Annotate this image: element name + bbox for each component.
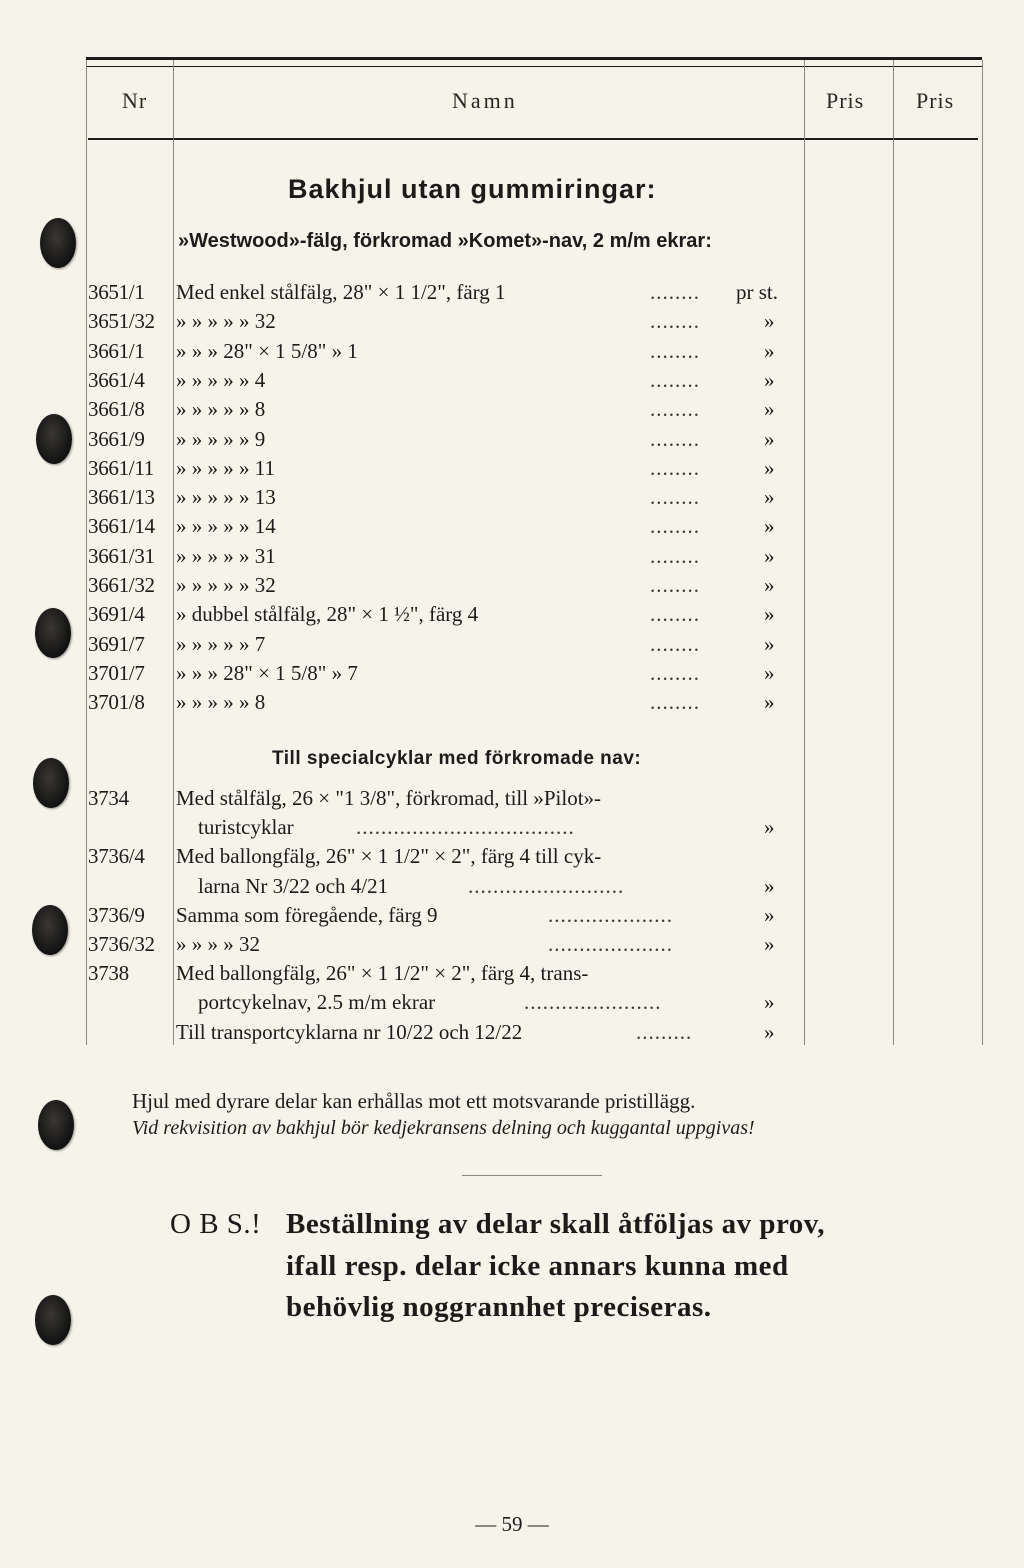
item-description: » » » » » 7 <box>176 631 266 656</box>
dot-leader: ........ <box>650 543 700 568</box>
item-description: » » » » » 32 <box>176 573 276 597</box>
table-row <box>0 661 1024 690</box>
item-description: Till transportcyklarna nr 10/22 och 12/22 <box>176 1019 523 1044</box>
dot-leader: ........ <box>650 367 700 392</box>
price-unit: » <box>764 873 775 898</box>
table-row <box>0 632 1024 661</box>
dot-leader: ........ <box>650 485 700 510</box>
item-description: turistcyklar <box>198 815 294 840</box>
table-row <box>0 368 1024 397</box>
item-number: 3701/7 <box>88 660 145 685</box>
price-unit: » <box>764 426 775 451</box>
dot-leader: ......................... <box>468 873 625 898</box>
price-unit: » <box>764 690 775 715</box>
item-description: Med ballongfälg, 26" × 1 1/2" × 2", färg 4, trans- <box>176 961 589 986</box>
dot-leader: ........ <box>650 426 700 451</box>
price-unit: » <box>764 338 775 363</box>
item-description: » » » » » 32 <box>176 309 276 334</box>
binder-hole <box>38 1100 74 1150</box>
item-description: Med ballongfälg, 26" × 1 1/2" × 2", färg 4 till cyk- <box>176 844 602 869</box>
item-number: 3736/9 <box>88 902 145 927</box>
dot-leader: ........ <box>650 338 700 363</box>
price-unit: » <box>764 1019 775 1044</box>
price-unit: » <box>764 602 775 627</box>
price-unit: » <box>764 455 775 480</box>
price-unit: » <box>764 309 775 334</box>
price-unit: » <box>764 815 775 840</box>
dot-leader: ........ <box>650 690 700 715</box>
item-description: » » » » » 8 <box>176 397 266 422</box>
item-description: » dubbel stålfälg, 28" × 1 ½", färg 4 <box>176 602 479 627</box>
price-unit: » <box>764 932 775 956</box>
table-row <box>0 485 1024 514</box>
section-subtitle: »Westwood»-fälg, förkromad »Komet»-nav, 2 m/m ekrar: <box>178 230 712 252</box>
binder-hole <box>35 1295 71 1345</box>
table-row <box>0 961 1024 990</box>
item-number: 3738 <box>88 961 129 986</box>
item-number: 3661/8 <box>88 397 145 422</box>
price-unit: pr st. <box>736 280 778 304</box>
table-row <box>0 280 1024 309</box>
dot-leader: ........ <box>650 514 700 539</box>
dot-leader: ........ <box>650 455 700 480</box>
item-description: » » » » 32 <box>176 932 260 956</box>
table-row <box>0 427 1024 456</box>
section-title: Till specialcyklar med förkromade nav: <box>272 748 642 769</box>
item-number: 3651/1 <box>88 280 145 304</box>
item-number: 3691/4 <box>88 602 145 627</box>
item-description: larna Nr 3/22 och 4/21 <box>198 873 389 898</box>
table-row <box>0 456 1024 485</box>
table-row <box>0 309 1024 338</box>
price-unit: » <box>764 514 775 539</box>
item-description: » » » » » 31 <box>176 543 276 568</box>
item-number: 3736/32 <box>88 932 155 956</box>
price-unit: » <box>764 631 775 656</box>
item-description: » » » » » 9 <box>176 426 266 451</box>
table-row <box>0 544 1024 573</box>
dot-leader: ........ <box>650 309 700 334</box>
item-number: 3736/4 <box>88 844 145 869</box>
column-header-pris: Pris <box>916 88 955 113</box>
table-row <box>0 903 1024 932</box>
header-bottom-rule <box>88 138 978 140</box>
obs-line: Beställning av delar skall åtföljas av prov, <box>286 1208 825 1240</box>
column-header-nr: Nr <box>122 88 148 113</box>
item-number: 3661/31 <box>88 543 155 568</box>
item-number: 3661/14 <box>88 514 155 539</box>
item-description: » » » » » 4 <box>176 367 266 392</box>
section-title: Bakhjul utan gummiringar: <box>288 174 657 204</box>
price-unit: » <box>764 660 775 685</box>
table-top-rule-thin <box>86 66 982 67</box>
price-unit: » <box>764 573 775 597</box>
item-number: 3734 <box>88 786 129 810</box>
price-unit: » <box>764 543 775 568</box>
column-header-namn: Namn <box>452 88 518 113</box>
dot-leader: ........ <box>650 631 700 656</box>
price-unit: » <box>764 990 775 1015</box>
table-row <box>0 1020 1024 1049</box>
table-row <box>0 874 1024 903</box>
item-number: 3701/8 <box>88 690 145 715</box>
dot-leader: ........ <box>650 602 700 627</box>
item-description: » » » 28" × 1 5/8" » 1 <box>176 338 358 363</box>
dot-leader: ................................... <box>356 815 575 840</box>
item-description: Samma som föregående, färg 9 <box>176 902 438 927</box>
obs-line: behövlig noggrannhet preciseras. <box>286 1291 712 1323</box>
column-header-pris: Pris <box>826 88 865 113</box>
table-row <box>0 690 1024 719</box>
item-number: 3661/11 <box>88 455 154 480</box>
binder-hole <box>40 218 76 268</box>
dot-leader: .................... <box>548 932 673 956</box>
dot-leader: ........ <box>650 660 700 685</box>
table-row <box>0 573 1024 602</box>
item-description: Med stålfälg, 26 × "1 3/8", förkromad, till »Pilot»- <box>176 786 602 810</box>
table-row <box>0 602 1024 631</box>
table-row <box>0 990 1024 1019</box>
item-number: 3661/1 <box>88 338 145 363</box>
price-unit: » <box>764 397 775 422</box>
obs-line: ifall resp. delar icke annars kunna med <box>286 1250 789 1282</box>
table-row <box>0 786 1024 815</box>
item-description: Med enkel stålfälg, 28" × 1 1/2", färg 1 <box>176 280 506 304</box>
page-number: — 59 — <box>475 1512 549 1536</box>
table-row <box>0 815 1024 844</box>
item-number: 3661/32 <box>88 573 155 597</box>
item-description: » » » » » 13 <box>176 485 276 510</box>
item-number: 3661/9 <box>88 426 145 451</box>
item-description: » » » 28" × 1 5/8" » 7 <box>176 660 358 685</box>
item-description: » » » » » 11 <box>176 455 275 480</box>
dot-leader: ........ <box>650 397 700 422</box>
dot-leader: ........ <box>650 573 700 597</box>
dot-leader: .................... <box>548 902 673 927</box>
item-description: » » » » » 8 <box>176 690 266 715</box>
table-row <box>0 932 1024 961</box>
item-description: » » » » » 14 <box>176 514 276 539</box>
item-number: 3651/32 <box>88 309 155 334</box>
item-number: 3691/7 <box>88 631 145 656</box>
note-italic-text: Vid rekvisition av bakhjul bör kedjekransens delning och kuggantal uppgivas! <box>132 1117 755 1139</box>
dot-leader: ........ <box>650 280 700 304</box>
divider-rule <box>462 1175 602 1176</box>
dot-leader: ......... <box>636 1019 693 1044</box>
table-top-rule <box>86 57 982 60</box>
item-number: 3661/13 <box>88 485 155 510</box>
note-text: Hjul med dyrare delar kan erhållas mot ett motsvarande pristillägg. <box>132 1089 696 1113</box>
dot-leader: ...................... <box>524 990 662 1015</box>
obs-label: O B S.! <box>170 1208 262 1240</box>
table-row <box>0 397 1024 426</box>
price-unit: » <box>764 367 775 392</box>
item-description: portcykelnav, 2.5 m/m ekrar <box>198 990 436 1015</box>
table-row <box>0 844 1024 873</box>
price-unit: » <box>764 485 775 510</box>
table-row <box>0 339 1024 368</box>
price-unit: » <box>764 902 775 927</box>
item-number: 3661/4 <box>88 367 145 392</box>
table-row <box>0 514 1024 543</box>
